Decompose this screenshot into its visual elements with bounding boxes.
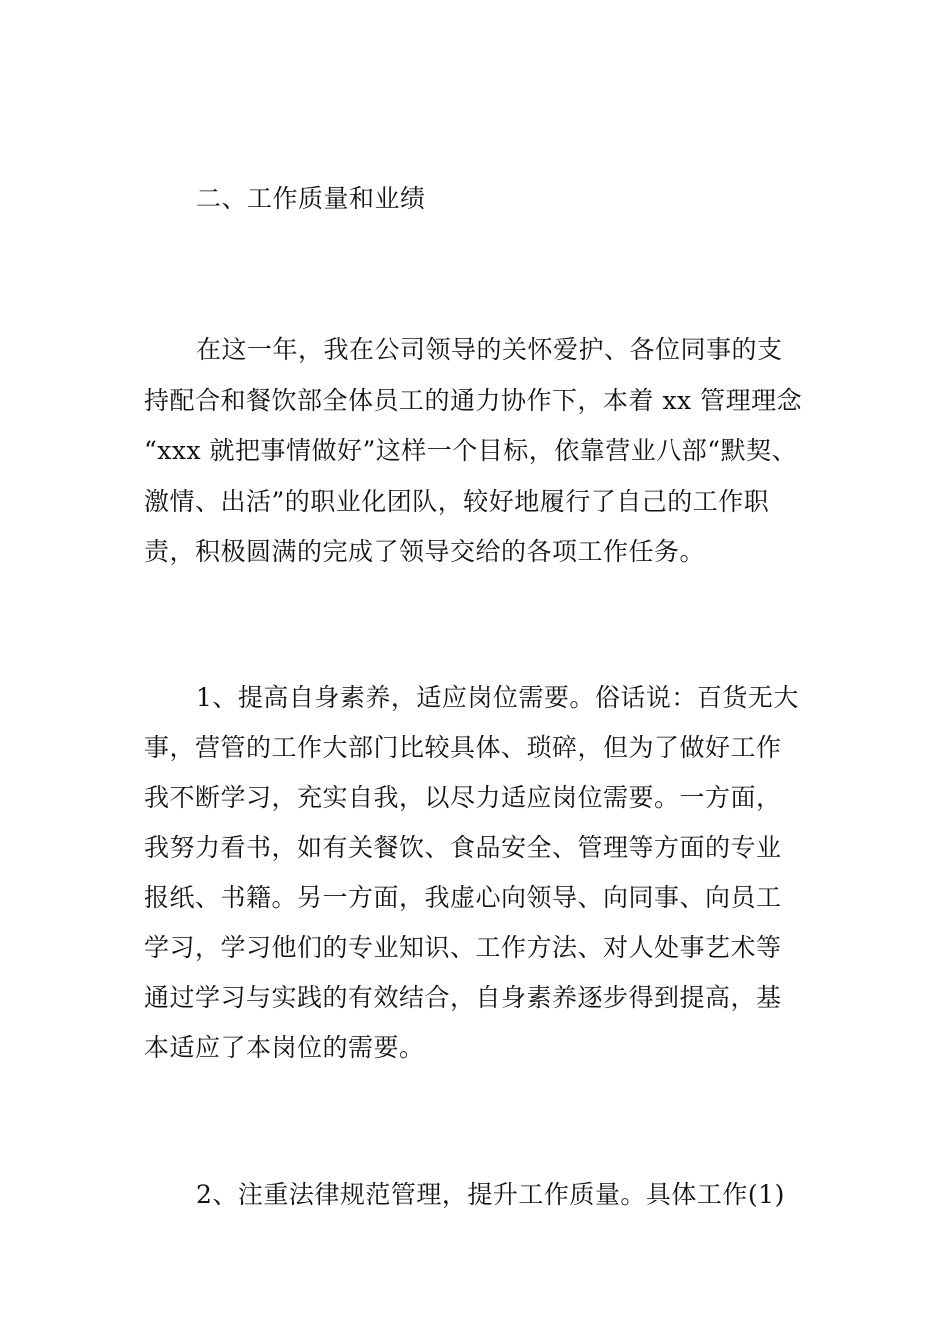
paragraph-1-line-4: 激情、出活”的职业化团队，较好地履行了自己的工作职 <box>144 487 770 516</box>
paragraph-1-line-3: “xxx 就把事情做好”这样一个目标，依靠营业八部“默契、 <box>144 436 798 465</box>
paragraph-1-line-1: 在这一年，我在公司领导的关怀爱护、各位同事的支 <box>196 335 783 364</box>
paragraph-2-line-6: 学习，学习他们的专业知识、工作方法、对人处事艺术等 <box>144 933 782 962</box>
section-heading: 二、工作质量和业绩 <box>196 184 426 213</box>
paragraph-3-line-1: 2、注重法律规范管理，提升工作质量。具体工作(1) <box>196 1180 785 1209</box>
paragraph-2-line-4: 我努力看书，如有关餐饮、食品安全、管理等方面的专业 <box>144 833 782 862</box>
paragraph-1-line-5: 责，积极圆满的完成了领导交给的各项工作任务。 <box>144 537 706 566</box>
paragraph-2-line-1: 1、提高自身素养，适应岗位需要。俗话说：百货无大 <box>196 683 799 712</box>
paragraph-2-line-5: 报纸、书籍。另一方面，我虚心向领导、向同事、向员工 <box>144 883 782 912</box>
paragraph-2-line-8: 本适应了本岗位的需要。 <box>144 1033 425 1062</box>
paragraph-2-line-7: 通过学习与实践的有效结合，自身素养逐步得到提高，基 <box>144 983 782 1012</box>
paragraph-2-line-2: 事，营管的工作大部门比较具体、琐碎，但为了做好工作 <box>144 733 782 762</box>
paragraph-2-line-3: 我不断学习，充实自我，以尽力适应岗位需要。一方面， <box>144 783 782 812</box>
paragraph-1-line-2: 持配合和餐饮部全体员工的通力协作下，本着 xx 管理理念 <box>144 386 803 415</box>
